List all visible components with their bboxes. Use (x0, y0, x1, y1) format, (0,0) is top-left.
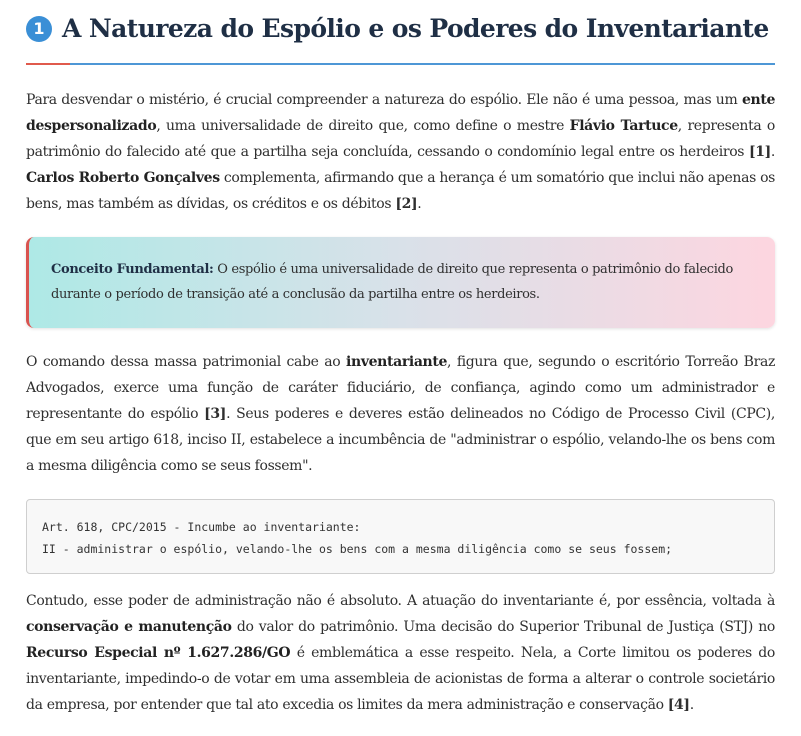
text-span: Contudo, esse poder de administração não é absoluto. A atuação do inventariante é, por essência, voltada à (26, 593, 775, 609)
citation-link[interactable]: [2] (395, 196, 418, 212)
bold-term: ente despersonalizado (26, 92, 775, 134)
paragraph-inventariante (26, 349, 775, 479)
paragraph-espolio (26, 87, 775, 217)
text-span: . Seus poderes e deveres estão delineados no Código de Processo Civil (CPC), que em seu artigo 618, inciso II, estabelece a incumbência de "administrar o espólio, velando-lhe os bens com a mesma diligência como se seus fossem". (26, 406, 776, 474)
callout-label: Conceito Fundamental: (51, 262, 214, 277)
text-span: do valor do patrimônio. Uma decisão do Superior Tribunal de Justiça (STJ) no (231, 619, 775, 635)
callout-text: O espólio é uma universalidade de direito que representa o patrimônio do falecido durante o período de transição até a conclusão da partilha entre os herdeiros. (51, 262, 733, 302)
text-span: , uma universalidade de direito que, como define o mestre (156, 118, 570, 134)
bold-term: inventariante (346, 354, 448, 370)
bold-term: conservação e manutenção (26, 619, 232, 635)
section-number-badge: 1 (26, 16, 52, 42)
text-span: , representa o patrimônio do falecido até que a partilha seja concluída, cessando o condomínio legal entre os herdeiros (26, 118, 775, 160)
citation-link[interactable]: [3] (204, 406, 227, 422)
code-title: Art. 618, CPC/2015 - Incumbe ao inventariante: (42, 520, 361, 534)
paragraph-limites (26, 588, 775, 718)
text-span: . (417, 196, 422, 212)
text-span: O comando dessa massa patrimonial cabe ao (26, 354, 347, 370)
section-title: A Natureza do Espólio e os Poderes do Inventariante (62, 14, 769, 43)
legal-article-code-block (26, 499, 775, 574)
text-span: . (770, 144, 775, 160)
concept-callout (26, 237, 775, 328)
heading-underline (26, 63, 775, 65)
case-reference: Recurso Especial nº 1.627.286/GO (26, 645, 291, 661)
text-span: Para desvendar o mistério, é crucial compreender a natureza do espólio. Ele não é uma pessoa, mas um (26, 92, 742, 108)
section-heading (26, 14, 769, 43)
code-line: II - administrar o espólio, velando-lhe os bens com a mesma diligência como se seus fossem; (42, 542, 673, 556)
text-span: é emblemática a esse respeito. Nela, a Corte limitou os poderes do inventariante, impedindo-o de votar em uma assembleia de acionistas de forma a alterar o controle societário da empresa, por entender que tal ato excedia os limites da mera administração e conservação (26, 645, 775, 713)
text-span: , figura que, segundo o escritório Torreão Braz Advogados, exerce uma função de caráter fiduciário, de confiança, agindo como um administrador e representante do espólio (26, 354, 775, 422)
text-span: . (689, 697, 694, 713)
author-name: Carlos Roberto Gonçalves (26, 170, 220, 186)
citation-link[interactable]: [4] (667, 697, 690, 713)
author-name: Flávio Tartuce (569, 118, 678, 134)
text-span: complementa, afirmando que a herança é um somatório que inclui não apenas os bens, mas também as dívidas, os créditos e os débitos (26, 170, 775, 212)
citation-link[interactable]: [1] (748, 144, 771, 160)
